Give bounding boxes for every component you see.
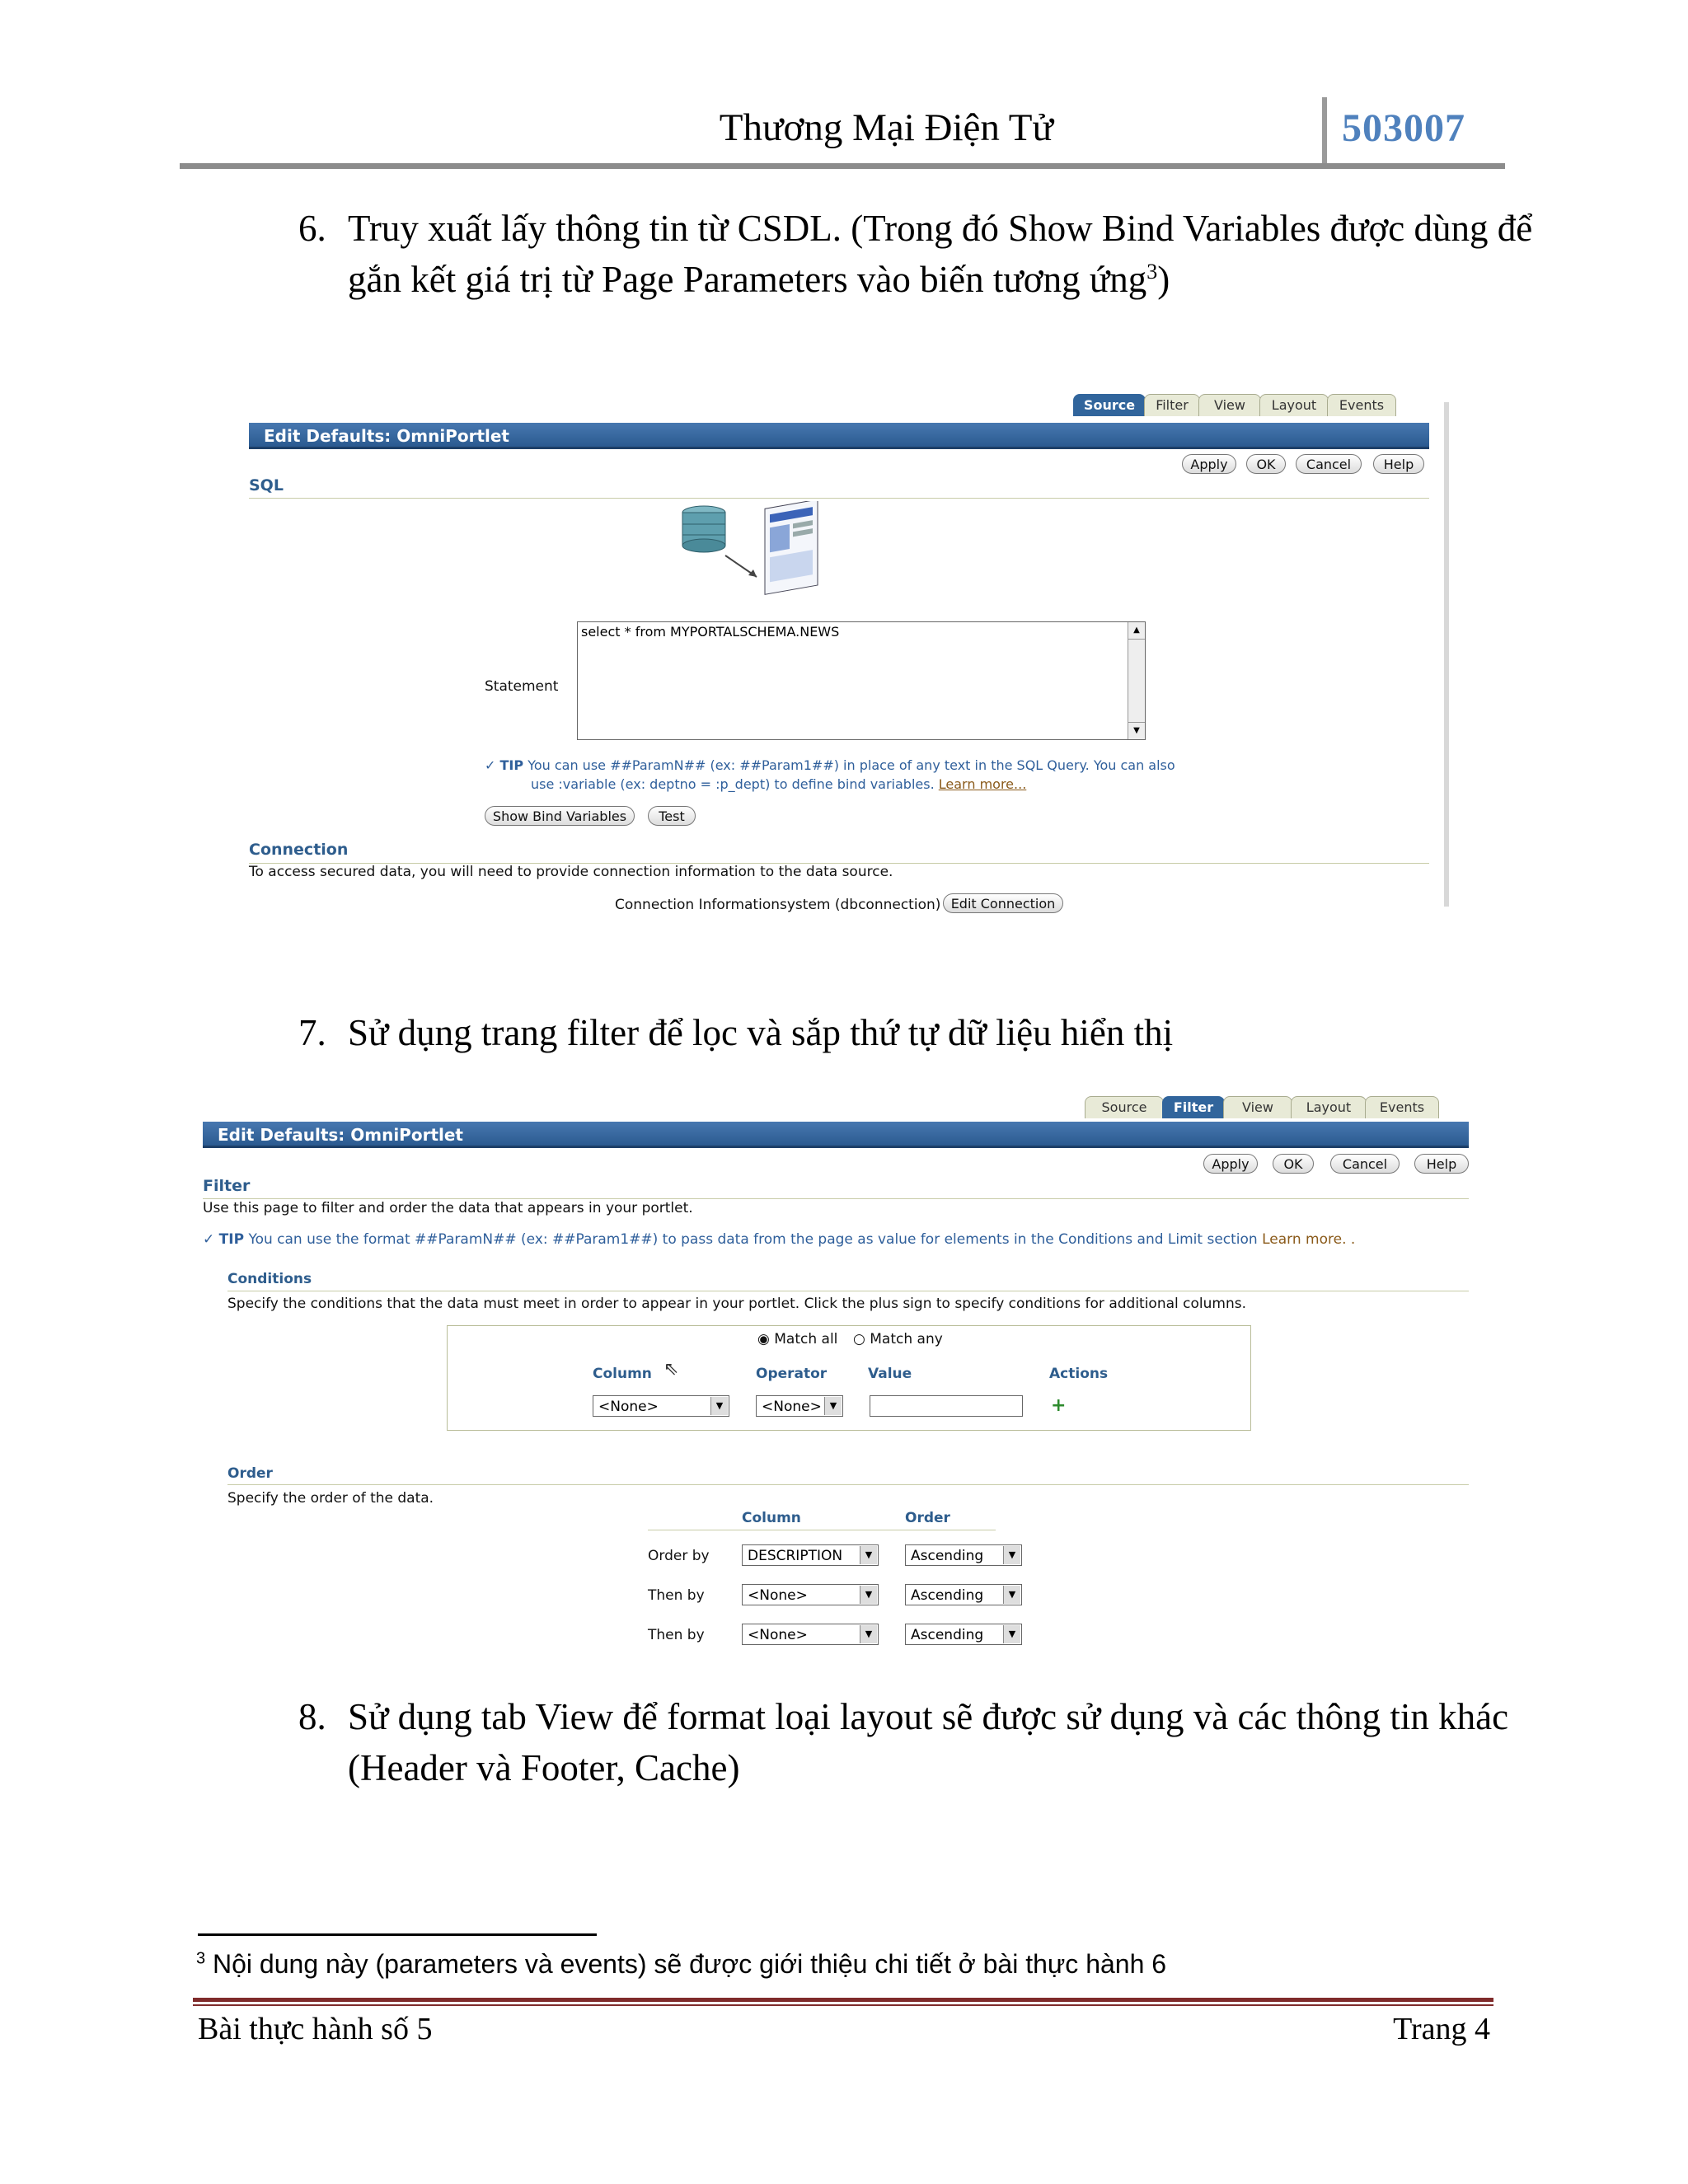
show-bind-variables-button[interactable]: Show Bind Variables [485,806,635,826]
order-row-label: Order by [648,1548,710,1564]
sql-statement-value: select * from MYPORTALSCHEMA.NEWS [581,624,840,640]
footer-lab-title: Bài thực hành số 5 [198,2012,433,2046]
section-sql: SQL [249,476,284,494]
statement-label: Statement [485,678,559,695]
chevron-down-icon[interactable]: ▼ [860,1625,877,1643]
cancel-button[interactable]: Cancel [1330,1154,1400,1174]
scrollbar[interactable] [1444,402,1449,907]
connection-info-value: system (dbconnection) [780,897,941,913]
ok-button[interactable]: OK [1246,454,1286,474]
conditions-description: Specify the conditions that the data must meet in order to appear in your portlet. Click the plus sign to specify conditions for additional columns. [227,1296,1246,1312]
tip-check-icon: ✓ [485,757,496,773]
apply-button[interactable]: Apply [1203,1154,1258,1174]
chevron-down-icon[interactable]: ▼ [824,1397,842,1415]
step-number: 8. [298,1696,326,1737]
screenshot-filter-tab [203,1096,1472,1653]
tab-view[interactable]: View [1223,1096,1292,1118]
match-all-option[interactable]: ◉ Match all [757,1331,838,1347]
ok-button[interactable]: OK [1273,1154,1314,1174]
learn-more-link[interactable]: Learn more... [938,776,1027,792]
tab-filter[interactable]: Filter [1144,394,1200,416]
connection-info-label: Connection Information [615,897,780,913]
footnote-ref: 3 [1146,260,1158,284]
section-rule [203,1198,1469,1199]
step-text: Sử dụng tab View để format loại layout sẽ được sử dụng và các thông tin khác (Header và Footer, Cache) [348,1696,1509,1788]
scroll-down-icon[interactable]: ▼ [1128,722,1145,739]
section-connection: Connection [249,841,349,859]
mouse-cursor-icon: ⇖ [663,1359,679,1380]
chevron-down-icon[interactable]: ▼ [1003,1586,1020,1604]
screenshot-source-tab [249,394,1449,913]
tab-source[interactable]: Source [1073,394,1146,416]
footnote: $^3$ Nội dung này (parameters và events) sẽ được giới thiệu chi tiết ở bài thực hành 6 [196,1949,1167,1979]
order-direction-select[interactable]: Ascending ▼ [905,1624,1022,1645]
header-title: Thương Mại Điện Tử [719,106,1053,149]
database-to-portlet-icon [678,501,834,600]
header-separator [1322,97,1327,168]
chevron-down-icon[interactable]: ▼ [1003,1625,1020,1643]
section-conditions: Conditions [227,1271,312,1287]
section-filter: Filter [203,1177,251,1195]
order-column-header: Column [742,1510,801,1526]
tab-events[interactable]: Events [1327,394,1396,416]
panel-title-bar: Edit Defaults: OmniPortlet [249,423,1429,449]
edit-connection-button[interactable]: Edit Connection [943,893,1063,913]
order-direction-select[interactable]: Ascending ▼ [905,1544,1022,1566]
order-column-select[interactable]: <None> ▼ [742,1584,879,1605]
footer-rule-thin [193,2004,1493,2006]
footer-rule [193,1998,1493,2002]
connection-description: To access secured data, you will need to provide connection information to the data source. [249,864,893,880]
header-rule [180,163,1505,169]
chevron-down-icon[interactable]: ▼ [860,1546,877,1564]
apply-button[interactable]: Apply [1182,454,1236,474]
condition-value-input[interactable] [870,1395,1023,1417]
help-button[interactable]: Help [1414,1154,1469,1174]
tip-line-2: use :variable (ex: deptno = :p_dept) to define bind variables. Learn more... [531,776,1027,792]
scroll-up-icon[interactable]: ▲ [1128,622,1145,640]
footer-page-number: Trang 4 [1393,2012,1490,2046]
header-course-code: 503007 [1342,106,1465,150]
learn-more-link[interactable]: Learn more. . [1262,1231,1356,1248]
order-order-header: Order [905,1510,950,1526]
order-description: Specify the order of the data. [227,1490,434,1507]
footnote-rule [198,1933,597,1936]
condition-operator-select[interactable]: <None> ▼ [756,1395,843,1417]
conditions-operator-header: Operator [756,1366,828,1382]
order-row-label: Then by [648,1587,705,1604]
cancel-button[interactable]: Cancel [1296,454,1362,474]
conditions-column-header: Column [593,1366,652,1382]
order-column-select[interactable]: <None> ▼ [742,1624,879,1645]
order-row-label: Then by [648,1627,705,1643]
tab-view[interactable]: View [1198,394,1261,416]
tab-layout[interactable]: Layout [1259,394,1329,416]
conditions-actions-header: Actions [1049,1366,1109,1382]
section-rule [249,863,1429,864]
filter-description: Use this page to filter and order the data that appears in your portlet. [203,1200,693,1216]
conditions-value-header: Value [868,1366,912,1382]
chevron-down-icon[interactable]: ▼ [1003,1546,1020,1564]
conditions-box [447,1325,1251,1431]
tab-source[interactable]: Source [1085,1096,1164,1118]
section-rule [227,1484,1469,1485]
textarea-scrollbar[interactable] [1128,622,1145,739]
sql-statement-textarea[interactable] [577,621,1146,740]
tab-events[interactable]: Events [1365,1096,1439,1118]
test-button[interactable]: Test [648,806,696,826]
step-number: 7. [298,1012,326,1053]
section-rule [249,498,1429,499]
tab-layout[interactable]: Layout [1291,1096,1367,1118]
radio-unselected-icon[interactable]: ○ [853,1331,865,1347]
order-column-select[interactable]: DESCRIPTION ▼ [742,1544,879,1566]
condition-column-select[interactable]: <None> ▼ [593,1395,729,1417]
help-button[interactable]: Help [1373,454,1424,474]
tip-check-icon: ✓ [203,1231,215,1248]
chevron-down-icon[interactable]: ▼ [860,1586,877,1604]
tip-line-1: ✓ TIP You can use ##ParamN## (ex: ##Param1##) in place of any text in the SQL Query. You can also [485,757,1175,773]
step-text: Sử dụng trang filter để lọc và sắp thứ tự dữ liệu hiển thị [348,1012,1174,1053]
tab-filter[interactable]: Filter [1162,1096,1225,1118]
chevron-down-icon[interactable]: ▼ [710,1397,728,1415]
step-number: 6. [298,208,326,249]
panel-title-bar: Edit Defaults: OmniPortlet [203,1122,1469,1148]
step-text: Truy xuất lấy thông tin từ CSDL. (Trong đó Show Bind Variables được dùng để gắn kết giá trị từ Page Parameters vào biến tương ứng$^3$) [348,208,1533,300]
add-condition-icon[interactable]: + [1051,1395,1067,1416]
radio-selected-icon[interactable]: ◉ [757,1331,770,1347]
match-any-option[interactable]: ○ Match any [853,1331,943,1347]
section-order: Order [227,1465,273,1482]
tip-line: ✓ TIP You can use the format ##ParamN## (ex: ##Param1##) to pass data from the page as value for elements in the Conditions and Limit section Learn more. . [203,1231,1356,1248]
order-direction-select[interactable]: Ascending ▼ [905,1584,1022,1605]
